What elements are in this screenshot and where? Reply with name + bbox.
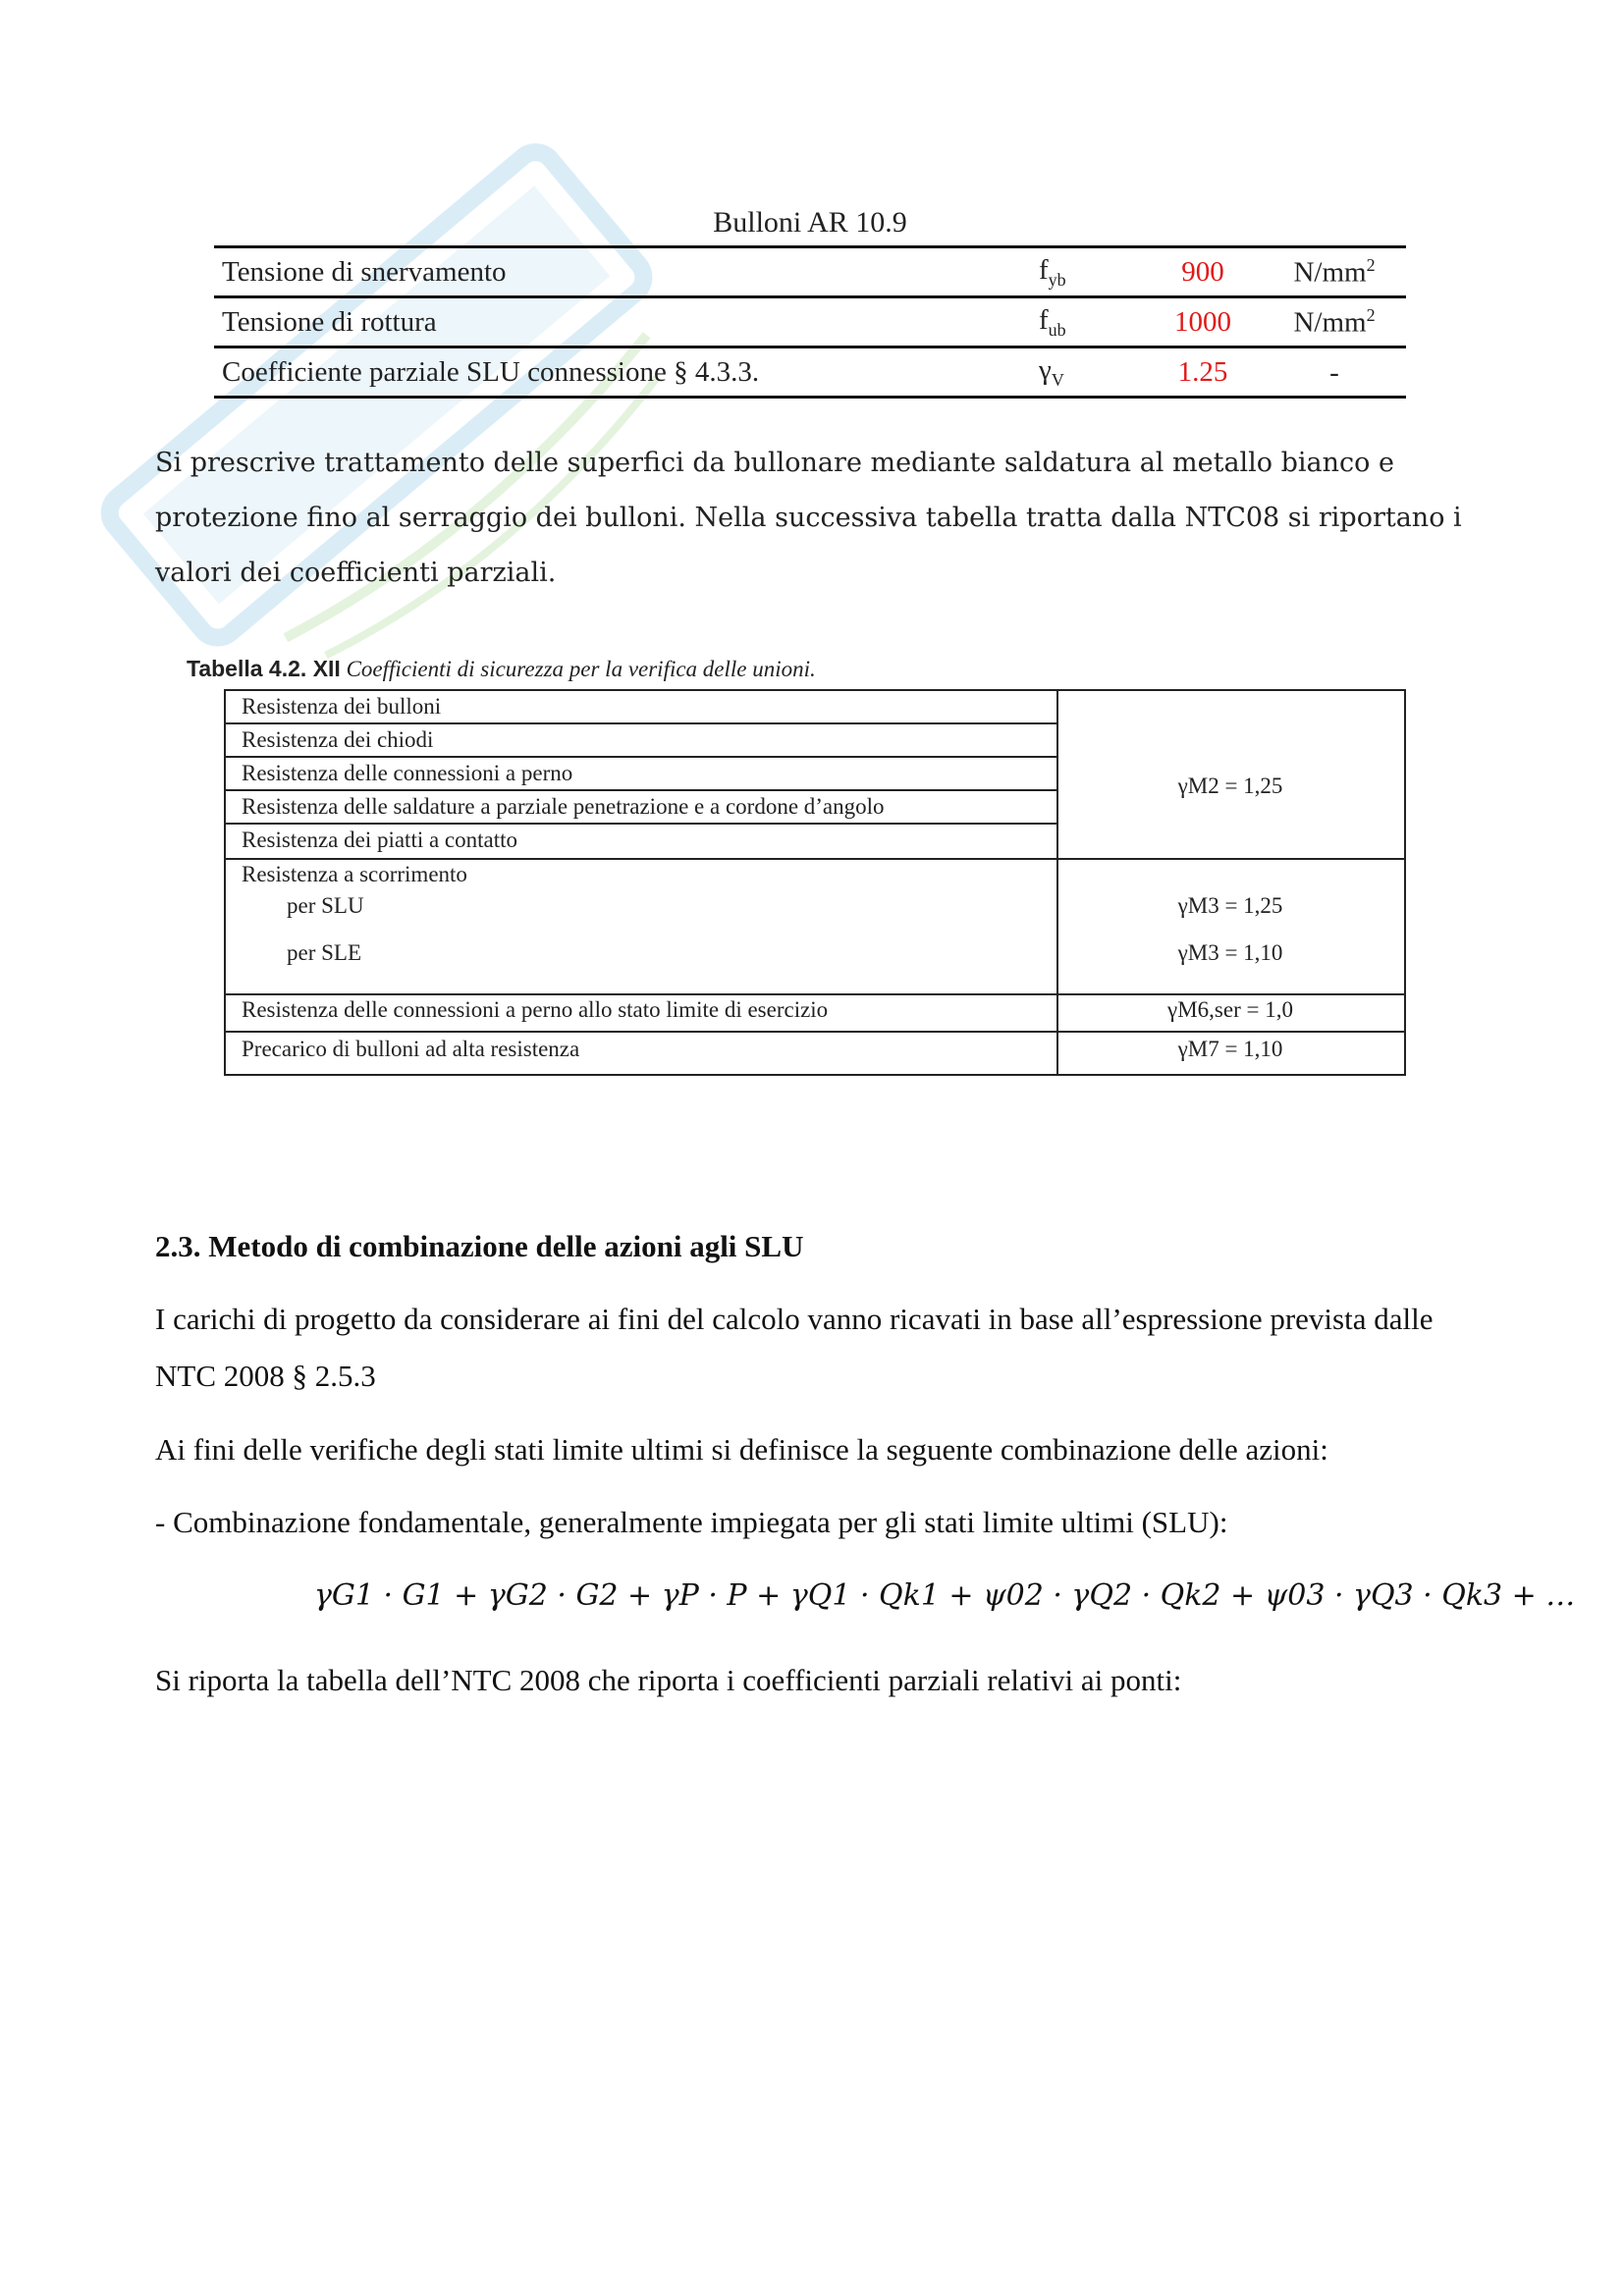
- row-label: Coefficiente parziale SLU connessione § 4.3.3.: [222, 355, 760, 388]
- row-label: Tensione di snervamento: [222, 255, 507, 288]
- row-unit: -: [1329, 356, 1339, 389]
- row-value: 1000: [1174, 305, 1231, 338]
- table-row: Resistenza dei bulloni: [226, 691, 1056, 724]
- gamma-m3-sle-value: γM3 = 1,10: [1177, 940, 1283, 965]
- table-rule: [226, 858, 1404, 860]
- section-paragraph: Si riporta la tabella dell’NTC 2008 che riporta i coefficienti parziali relativi ai ponti:: [155, 1663, 1182, 1697]
- row-value: 1.25: [1177, 355, 1228, 388]
- row-symbol: $f_{yb}$: [1039, 253, 1066, 290]
- table-row: [214, 297, 1406, 347]
- watermark-logo: [39, 59, 727, 746]
- section-paragraph: - Combinazione fondamentale, generalmente impiegata per gli stati limite ultimi (SLU):: [155, 1505, 1228, 1539]
- gamma-m7-value: γM7 = 1,10: [1177, 1037, 1283, 1061]
- slip-slu-label: per SLU: [287, 893, 364, 918]
- row-label: Tensione di rottura: [222, 305, 437, 338]
- paragraph-surface-treatment: Si prescrive trattamento delle superfici da bullonare mediante saldatura al metallo bianco e protezione fino al serraggio dei bulloni. Nella successiva tabella tratta dalla NTC08 si riportano i valori dei coefficienti parziali.: [155, 448, 1462, 588]
- row-symbol: $\gamma_V$: [1039, 353, 1064, 390]
- section-heading: 2.3. Metodo di combinazione delle azioni agli SLU: [155, 1229, 804, 1263]
- table-row: [214, 347, 1406, 398]
- gamma-m3-slu-value: γM3 = 1,25: [1177, 893, 1283, 918]
- table-row: Resistenza delle connessioni a perno: [226, 758, 1056, 791]
- section-paragraph: I carichi di progetto da considerare ai fini del calcolo vanno ricavati in base all’espressione prevista dalle NTC 2008 § 2.5.3: [155, 1302, 1434, 1393]
- table-row: Resistenza delle saldature a parziale penetrazione e a cordone d’angolo: [226, 791, 1056, 825]
- table-row: [214, 247, 1406, 297]
- safety-coefficients-table: [224, 689, 1406, 1076]
- row-unit: $N/mm^2$: [1293, 254, 1376, 289]
- gamma-m6-value: γM6,ser = 1,0: [1167, 997, 1293, 1022]
- bolts-table-caption: Bulloni AR 10.9: [713, 206, 907, 239]
- slip-sle-label: per SLE: [287, 940, 362, 965]
- bolts-table: [214, 245, 1406, 399]
- pin-service-label: Resistenza delle connessioni a perno allo stato limite di esercizio: [242, 997, 829, 1022]
- safety-table-caption: [187, 656, 816, 682]
- table-rule: [226, 993, 1404, 995]
- row-unit: $N/mm^2$: [1293, 304, 1376, 339]
- section-paragraph: Ai fini delle verifiche degli stati limite ultimi si definisce la seguente combinazione delle azioni:: [155, 1432, 1328, 1467]
- preload-label: Precarico di bulloni ad alta resistenza: [242, 1037, 580, 1061]
- table-row: Resistenza dei piatti a contatto: [242, 828, 518, 852]
- combination-formula: γG1 · G1 + γG2 · G2 + γP · P + γQ1 · Qk1 + ψ02 · γQ2 · Qk2 + ψ03 · γQ3 · Qk3 + …: [314, 1578, 1576, 1613]
- table-rule: [226, 1031, 1404, 1033]
- slip-resistance-label: Resistenza a scorrimento: [242, 862, 467, 886]
- row-value: 900: [1181, 255, 1224, 288]
- row-symbol: $f_{ub}$: [1039, 303, 1066, 340]
- gamma-m2-value: γM2 = 1,25: [1177, 774, 1283, 798]
- safety-table-caption-title: Coefficienti di sicurezza per la verifica delle unioni.: [346, 657, 816, 681]
- table-row: Resistenza dei chiodi: [226, 724, 1056, 758]
- safety-table-caption-number: Tabella 4.2. XII: [187, 656, 341, 681]
